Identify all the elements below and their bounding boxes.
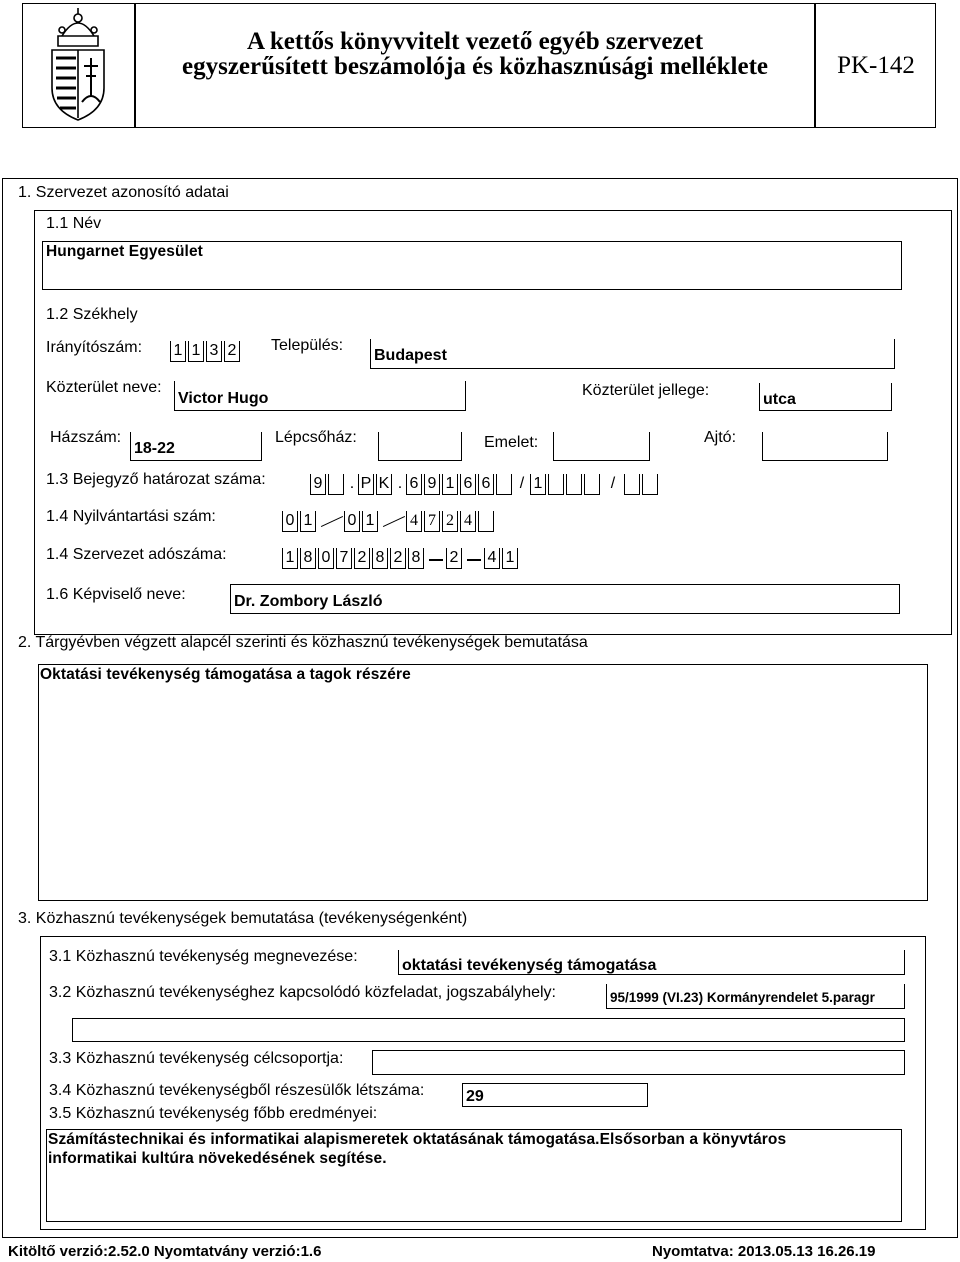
tax-cell[interactable]: 2	[446, 548, 462, 569]
floor-field[interactable]	[553, 432, 650, 461]
zip-digit-cell[interactable]: 2	[224, 341, 240, 362]
tax-cell[interactable]: 1	[282, 548, 298, 569]
target-label: 3.3 Közhasznú tevékenység célcsoportja:	[49, 1050, 344, 1067]
door-field[interactable]	[762, 432, 888, 461]
door-label: Ajtó:	[704, 429, 737, 446]
decision-sep-slash-1: /	[519, 475, 525, 492]
name-value: Hungarnet Egyesület	[46, 243, 203, 260]
name-label: 1.1 Név	[46, 215, 102, 232]
house-value: 18-22	[134, 440, 175, 457]
target-field[interactable]	[372, 1050, 905, 1075]
registry-cell[interactable]: 4	[460, 511, 476, 532]
page-title-line1: A kettős könyvvitelt vezető egyéb szervezet	[246, 28, 704, 55]
registry-sep-1	[318, 511, 344, 532]
tax-label: 1.4 Szervezet adószáma:	[46, 546, 227, 563]
count-field[interactable]	[462, 1083, 648, 1107]
tax-cell[interactable]: 0	[318, 548, 334, 569]
decision-cell[interactable]	[624, 474, 640, 495]
registry-sep-2	[380, 511, 406, 532]
stair-field[interactable]	[378, 432, 462, 461]
tax-cell[interactable]: 8	[372, 548, 388, 569]
seat-label: 1.2 Székhely	[46, 306, 138, 323]
section2-textarea[interactable]	[38, 664, 928, 901]
activity-name-label: 3.1 Közhasznú tevékenység megnevezése:	[49, 948, 358, 965]
city-field[interactable]	[370, 339, 895, 369]
results-line2: informatikai kultúra növekedésének segítése.	[48, 1150, 387, 1167]
tax-cell[interactable]: 7	[336, 548, 352, 569]
decision-cell[interactable]: 6	[478, 474, 494, 495]
city-label: Település:	[271, 337, 344, 354]
tax-cell[interactable]: 8	[408, 548, 424, 569]
street-value: Victor Hugo	[178, 390, 269, 407]
registry-cell[interactable]: 1	[362, 511, 378, 532]
decision-cell[interactable]	[548, 474, 564, 495]
decision-sep-dot-2: .	[397, 475, 403, 492]
floor-label: Emelet:	[484, 434, 539, 451]
count-value: 29	[466, 1088, 484, 1105]
law-field-line2[interactable]	[72, 1018, 905, 1042]
decision-cells[interactable]	[310, 474, 660, 495]
registry-label: 1.4 Nyilvántartási szám:	[46, 508, 216, 525]
activity-name-value: oktatási tevékenység támogatása	[402, 957, 657, 974]
registry-cell[interactable]: 1	[300, 511, 316, 532]
stair-label: Lépcsőház:	[275, 429, 357, 446]
decision-cell[interactable]	[328, 474, 344, 495]
tax-sep-1	[426, 548, 446, 569]
registry-cell[interactable]: 0	[282, 511, 298, 532]
tax-cell[interactable]: 1	[502, 548, 518, 569]
section2-text: Oktatási tevékenység támogatása a tagok részére	[40, 666, 411, 683]
footer-version: Kitöltő verzió:2.52.0 Nyomtatvány verzió:1.6	[8, 1243, 322, 1260]
form-code: PK-142	[837, 52, 915, 79]
law-value: 95/1999 (VI.23) Kormányrendelet 5.paragr	[610, 990, 875, 1005]
coat-of-arms-icon	[42, 6, 114, 124]
house-label: Házszám:	[50, 429, 122, 446]
tax-cells[interactable]	[282, 548, 520, 569]
decision-cell[interactable]	[566, 474, 582, 495]
zip-digit-cell[interactable]: 1	[170, 341, 186, 362]
decision-label: 1.3 Bejegyző határozat száma:	[46, 471, 266, 488]
zip-digit-cell[interactable]: 1	[188, 341, 204, 362]
footer-printed: Nyomtatva: 2013.05.13 16.26.19	[652, 1243, 876, 1260]
registry-cell[interactable]: 7	[424, 511, 440, 532]
city-value: Budapest	[374, 347, 447, 364]
decision-cell[interactable]	[584, 474, 600, 495]
registry-cell[interactable]: 0	[344, 511, 360, 532]
tax-cell[interactable]: 2	[354, 548, 370, 569]
decision-cell[interactable]: 1	[442, 474, 458, 495]
section3-heading: 3. Közhasznú tevékenységek bemutatása (tevékenységenként)	[18, 910, 468, 927]
page-title-line2: egyszerűsített beszámolója és közhasznúsági melléklete	[182, 53, 768, 80]
rep-value: Dr. Zombory László	[234, 593, 383, 610]
street-label: Közterület neve:	[46, 379, 162, 396]
zip-cells[interactable]	[170, 341, 242, 362]
registry-cell[interactable]: 4	[406, 511, 422, 532]
decision-sep-slash-2: /	[610, 475, 616, 492]
decision-cell[interactable]: P	[358, 474, 374, 495]
decision-cell[interactable]: 6	[460, 474, 476, 495]
decision-cell[interactable]: K	[376, 474, 392, 495]
count-label: 3.4 Közhasznú tevékenységből részesülők létszáma:	[49, 1082, 425, 1099]
zip-label: Irányítószám:	[46, 339, 143, 356]
zip-digit-cell[interactable]: 3	[206, 341, 222, 362]
decision-cell[interactable]	[496, 474, 512, 495]
law-label: 3.2 Közhasznú tevékenységhez kapcsolódó közfeladat, jogszabályhely:	[49, 984, 556, 1001]
street-type-label: Közterület jellege:	[582, 382, 710, 399]
decision-cell[interactable]: 9	[310, 474, 326, 495]
registry-cell[interactable]: 2	[442, 511, 458, 532]
section1-heading: 1. Szervezet azonosító adatai	[18, 184, 229, 201]
registry-cell[interactable]	[478, 511, 494, 532]
results-label: 3.5 Közhasznú tevékenység főbb eredményei:	[49, 1105, 378, 1122]
tax-sep-2	[464, 548, 484, 569]
tax-cell[interactable]: 4	[484, 548, 500, 569]
decision-cell[interactable]: 9	[424, 474, 440, 495]
decision-cell[interactable]	[642, 474, 658, 495]
results-line1: Számítástechnikai és informatikai alapismeretek oktatásának támogatása.Elsősorban a könyvtáros	[48, 1131, 787, 1148]
tax-cell[interactable]: 8	[300, 548, 316, 569]
section2-heading: 2. Tárgyévben végzett alapcél szerinti és közhasznú tevékenységek bemutatása	[18, 634, 588, 651]
decision-sep-dot-1: .	[349, 475, 355, 492]
decision-cell[interactable]: 1	[530, 474, 546, 495]
registry-cells[interactable]	[282, 511, 496, 532]
rep-label: 1.6 Képviselő neve:	[46, 586, 186, 603]
decision-cell[interactable]: 6	[406, 474, 422, 495]
street-type-value: utca	[763, 391, 796, 408]
tax-cell[interactable]: 2	[390, 548, 406, 569]
